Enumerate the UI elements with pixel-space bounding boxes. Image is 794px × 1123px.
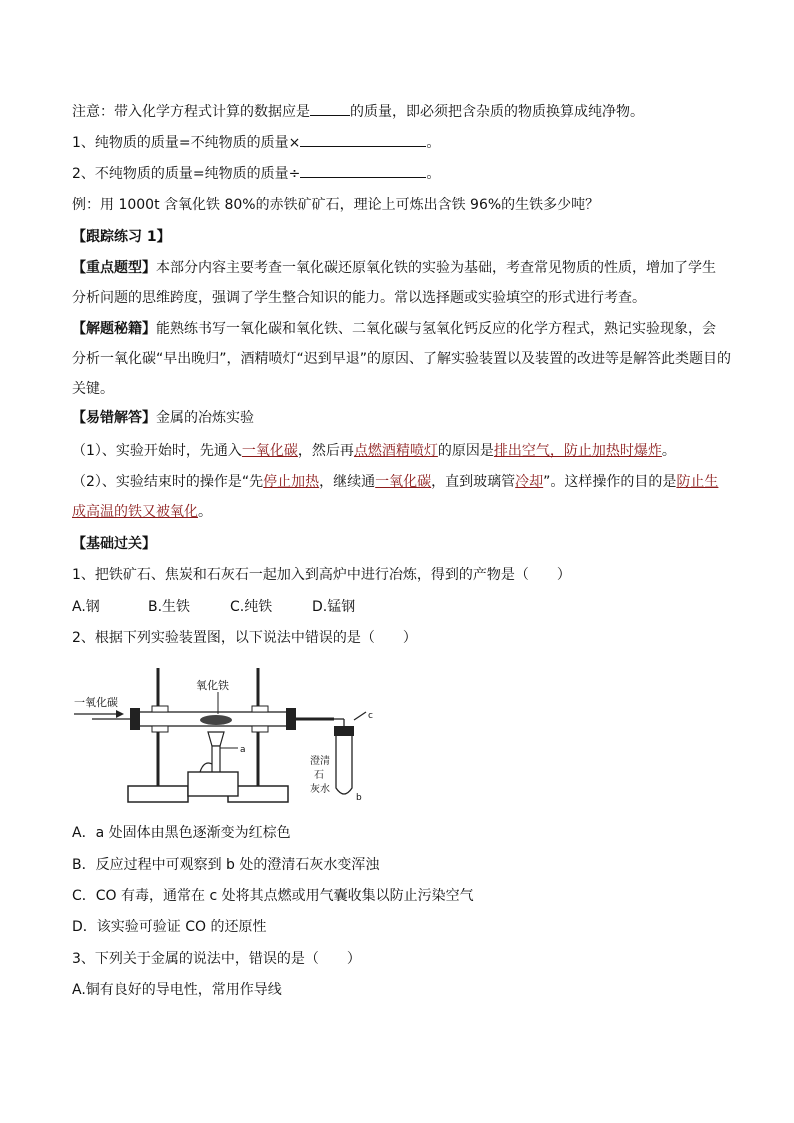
label-a: a (240, 745, 246, 755)
clamp-left-top (152, 706, 168, 712)
tips-line-2: 分析一氧化碳“早出晚归”，酒精喷灯“迟到早退”的原因、了解实验装置以及装置的改进等是解答此类题目的 (72, 351, 732, 367)
key-type-line-1: 【重点题型】本部分内容主要考查一氧化碳还原氧化铁的实验为基础，考查常见物质的性质，增加了学生 (72, 260, 716, 276)
iron-oxide-powder (200, 715, 232, 725)
test-tube-stopper (334, 726, 354, 736)
clamp-right-top (252, 706, 268, 712)
example-line: 例：用 1000t 含氧化铁 80%的赤铁矿矿石，理论上可炼出含铁 96%的生铁多少吨？ (72, 197, 600, 213)
basics-heading: 【基础过关】 (72, 536, 156, 552)
q1-stem: 1、把铁矿石、焦炭和石灰石一起加入到高炉中进行冶炼，得到的产物是（ ） (72, 567, 571, 583)
burner-body (188, 772, 238, 796)
co-label: 一氧化碳 (74, 696, 118, 709)
follow-practice-heading: 【跟踪练习 1】 (72, 229, 171, 245)
label-c: c (368, 711, 373, 721)
limewater-label-2: 石 (314, 770, 324, 781)
burner-handle (200, 763, 212, 772)
fill-blank (310, 101, 350, 116)
q1-options (72, 597, 355, 617)
tips-line-1: 【解题秘籍】能熟练书写一氧化碳和氧化铁、二氧化碳与氢氧化钙反应的化学方程式，熟记实验现象，会 (72, 321, 716, 337)
vent-pipe (354, 712, 366, 720)
experiment-apparatus-figure (72, 660, 378, 808)
error-prone-heading: 【易错解答】金属的冶炼实验 (72, 410, 254, 426)
limewater-label-1: 澄清 (310, 756, 330, 767)
note-line: 注意：带入化学方程式计算的数据应是 的质量，即必须把含杂质的物质换算成纯净物。 (72, 101, 644, 122)
inlet-arrow-head (116, 710, 124, 718)
label-b: b (356, 793, 362, 803)
tips-line-3: 关键。 (72, 381, 114, 397)
clamp-right-bottom (252, 726, 268, 732)
key-type-line-2: 分析问题的思维跨度，强调了学生整合知识的能力。常以选择题或实验填空的形式进行考查。 (72, 290, 646, 306)
stopper-right (286, 708, 296, 730)
q3-stem: 3、下列关于金属的说法中，错误的是（ ） (72, 951, 361, 967)
error-prone-item-2: （2）、实验结束时的操作是“先停止加热，继续通一氧化碳，直到玻璃管冷却”。这样操作的目的是防止生 (72, 474, 719, 490)
q2-stem: 2、根据下列实验装置图，以下说法中错误的是（ ） (72, 630, 417, 646)
error-prone-item-1: （1）、实验开始时，先通入一氧化碳，然后再点燃酒精喷灯的原因是排出空气，防止加热时爆炸。 (72, 443, 676, 459)
clamp-left-bottom (152, 726, 168, 732)
test-tube (336, 730, 352, 794)
q1-option-b: B.生铁 (148, 599, 191, 615)
fill-blank (300, 132, 426, 147)
q1-option-a: A.钢 (72, 599, 100, 615)
q2-option-c: C．CO 有毒，通常在 c 处将其点燃或用气囊收集以防止污染空气 (72, 888, 474, 904)
burner-neck (212, 746, 220, 774)
burner-flame (208, 732, 224, 746)
fill-blank (300, 163, 426, 178)
stopper-left (130, 708, 140, 730)
q2-option-b: B．反应过程中可观察到 b 处的澄清石灰水变浑浊 (72, 857, 380, 873)
apparatus-drawing (72, 660, 378, 808)
error-prone-item-2-cont: 成高温的铁又被氧化。 (72, 504, 212, 520)
limewater-label-3: 灰水 (310, 784, 330, 795)
fe2o3-label: 氧化铁 (196, 679, 229, 692)
formula-line-2: 2、不纯物质的质量=纯物质的质量÷ 。 (72, 163, 440, 184)
stand-base-left (128, 786, 188, 802)
q2-option-a: A．a 处固体由黑色逐渐变为红棕色 (72, 825, 291, 841)
formula-line-1: 1、纯物质的质量=不纯物质的质量× 。 (72, 132, 440, 153)
q1-option-c: C.纯铁 (230, 599, 273, 615)
q1-option-d: D.锰钢 (312, 599, 356, 615)
q2-option-d: D．该实验可验证 CO 的还原性 (72, 919, 267, 935)
q3-option-a: A.铜有良好的导电性，常用作导线 (72, 982, 282, 998)
